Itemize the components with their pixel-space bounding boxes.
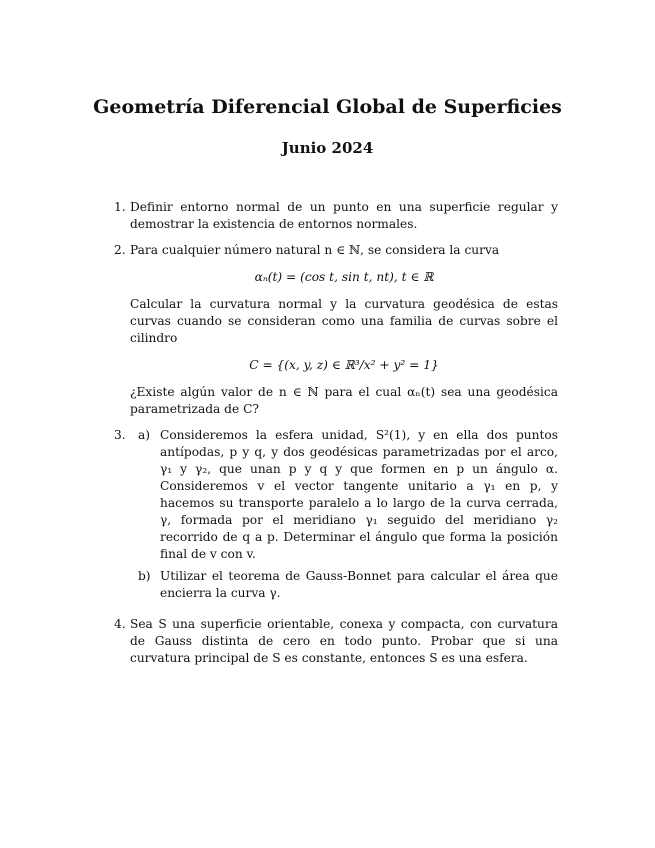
question-number: 4. [114,617,126,631]
question-4 [114,616,558,667]
question-list [114,199,558,676]
part-text: Utilizar el teorema de Gauss-Bonnet para calcular el área que encierra la curva γ. [160,569,558,600]
question-text: Definir entorno normal de un punto en una superficie regular y demostrar la existencia de entornos normales. [130,200,558,231]
question-intro: Para cualquier número natural n ∈ ℕ, se considera la curva [130,243,500,257]
question-number: 2. [114,243,126,257]
question-text: Sea S una superficie orientable, conexa y compacta, con curvatura de Gauss distinta de cero en todo punto. Probar que si una curvatura principal de S es constante, entonces S es una esfera. [130,617,558,665]
question-3 [114,427,558,607]
question-number: 1. [114,200,126,214]
page-title: Geometría Diferencial Global de Superficies [93,96,562,118]
part-label: b) [138,569,151,583]
question-1 [114,199,558,233]
exam-date: Junio 2024 [281,139,374,157]
cylinder-formula: C = {(x, y, z) ∈ ℝ³/x² + y² = 1} [249,358,439,372]
question-3b [130,568,558,602]
question-3a [130,427,558,563]
question-2 [114,242,558,418]
question-question: ¿Existe algún valor de n ∈ ℕ para el cual αₙ(t) sea una geodésica parametrizada de C? [130,385,558,416]
question-number: 3. [114,428,126,442]
part-text: Consideremos la esfera unidad, S²(1), y en ella dos puntos antípodas, p y q, y dos geodésicas parametrizadas por el arco, γ₁ y γ₂, que unan p y q y que formen en p un ángulo α. Consideremos v el vector tangente unitario a γ₁ en p, y hacemos su transporte paralelo a lo largo de la curva cerrada, γ, formada por el meridiano γ₁ seguido del meridiano γ₂ recorrido de q a p. Determinar el ángulo que forma la posición final de v con v. [160,428,558,561]
part-label: a) [138,428,151,442]
question-middle: Calcular la curvatura normal y la curvatura geodésica de estas curvas cuando se consideran como una familia de curvas sobre el cilindro [130,297,558,345]
curve-formula: αₙ(t) = (cos t, sin t, nt), t ∈ ℝ [254,270,434,284]
